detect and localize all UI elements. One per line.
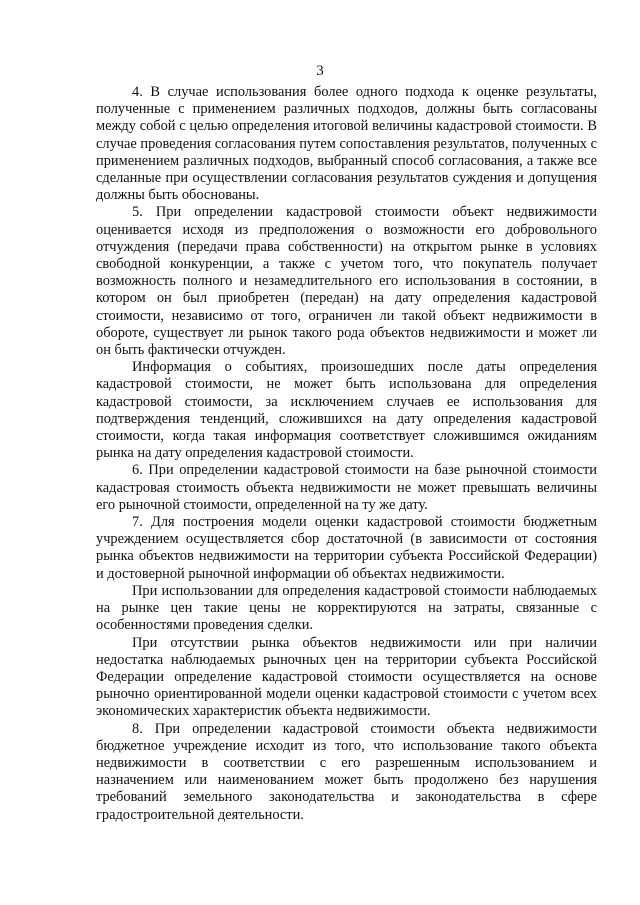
paragraph-item-5: 5. При определении кадастровой стоимости объект недвижимости оценивается исходя из предположения о возможности его добровольного отчуждения (передачи права собственности) на открытом рынке в условиях свободной конкуренции, а также с учетом того, что покупатель получает возможность полного и незамедлительного его использования в состоянии, в котором он был приобретен (передан) на дату определения кадастровой стоимости, независимо от того, ограничен ли такой объект недвижимости в обороте, существует ли рынок такого рода объектов недвижимости и может ли он быть фактически отчужден. — [96, 204, 597, 359]
document-body — [96, 84, 597, 824]
paragraph-events-information: Информация о событиях, произошедших после даты определения кадастровой стоимости, не может быть использована для определения кадастровой стоимости, за исключением случаев ее использования для подтверждения тенденций, сложившихся на дату определения кадастровой стоимости, когда такая информация соответствует сложившимся ожиданиям рынка на дату определения кадастровой стоимости. — [96, 359, 597, 462]
paragraph-market-absence: При отсутствии рынка объектов недвижимости или при наличии недостатка наблюдаемых рыночных цен на территории субъекта Российской Федерации определение кадастровой стоимости осуществляется на основе рыночно ориентированной модели оценки кадастровой стоимости с учетом всех экономических характеристик объекта недвижимости. — [96, 634, 597, 720]
paragraph-item-6: 6. При определении кадастровой стоимости на базе рыночной стоимости кадастровая стоимость объекта недвижимости не может превышать величины его рыночной стоимости, определенной на ту же дату. — [96, 462, 597, 513]
paragraph-item-4: 4. В случае использования более одного подхода к оценке результаты, полученные с применением различных подходов, должны быть согласованы между собой с целью определения итоговой величины кадастровой стоимости. В случае проведения согласования путем сопоставления результатов, полученных с применением различных подходов, выбранный способ согласования, а также все сделанные при осуществлении согласования результатов суждения и допущения должны быть обоснованы. — [96, 84, 597, 204]
paragraph-item-7: 7. Для построения модели оценки кадастровой стоимости бюджетным учреждением осуществляется сбор достаточной (в зависимости от состояния рынка объектов недвижимости на территории субъекта Российской Федерации) и достоверной рыночной информации об объектах недвижимости. — [96, 514, 597, 582]
paragraph-item-8: 8. При определении кадастровой стоимости объекта недвижимости бюджетное учреждение исходит из того, что использование такого объекта недвижимости в соответствии с его разрешенным использованием и назначением или наименованием может быть продолжено без нарушения требований земельного законодательства и законодательства в сфере градостроительной деятельности. — [96, 720, 597, 823]
page-number: 3 — [316, 63, 324, 79]
paragraph-market-prices: При использовании для определения кадастровой стоимости наблюдаемых на рынке цен такие цены не корректируются на затраты, связанные с особенностями проведения сделки. — [96, 582, 597, 634]
